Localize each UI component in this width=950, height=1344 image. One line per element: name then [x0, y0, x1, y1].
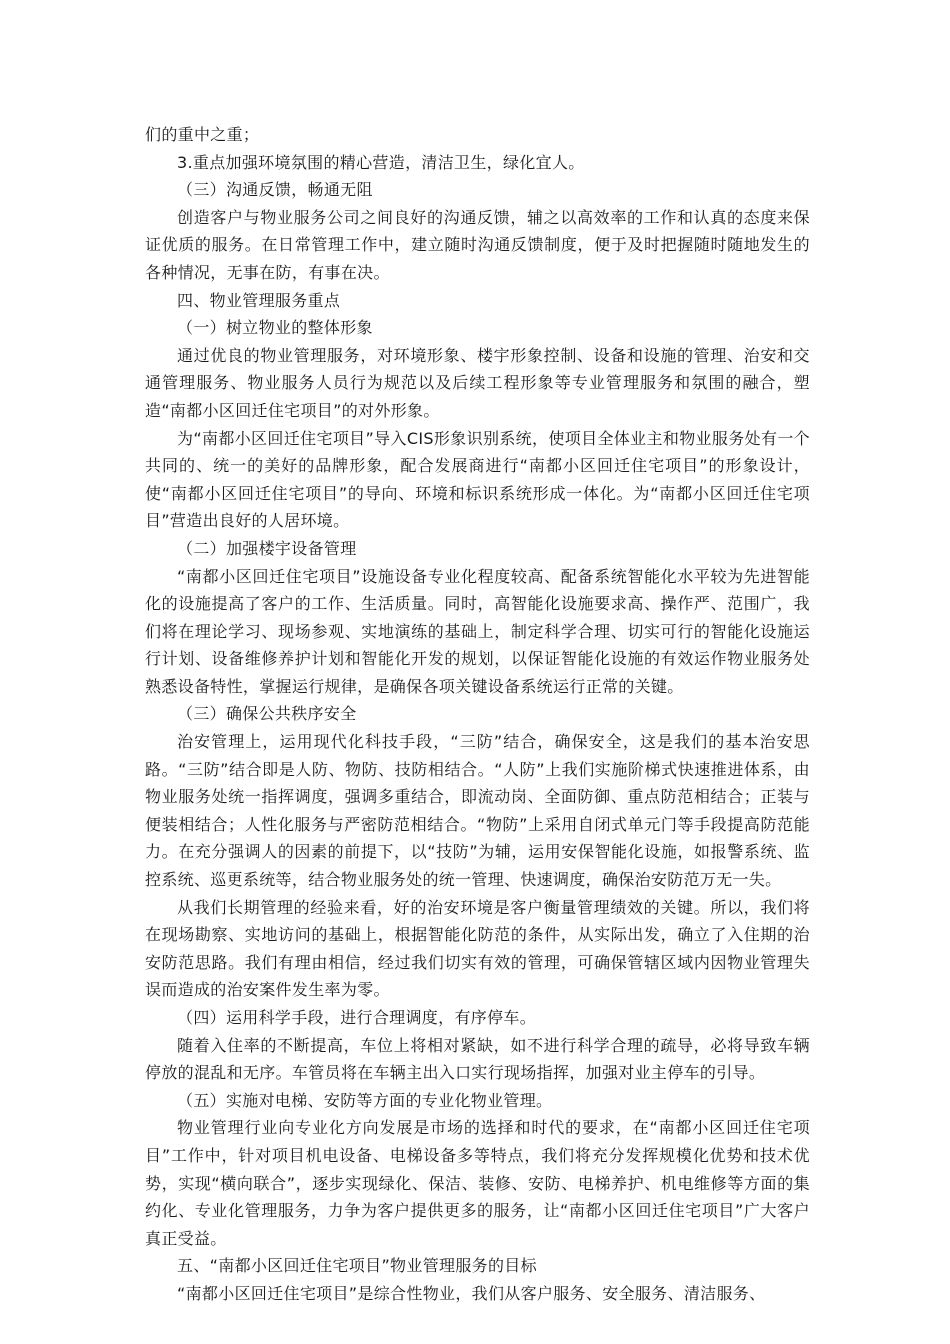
paragraph-goals: “南都小区回迁住宅项目”是综合性物业，我们从客户服务、安全服务、清洁服务、: [177, 1283, 766, 1303]
section-heading-4: 四、物业管理服务重点: [177, 290, 341, 310]
paragraph-security-1: 治安管理上，运用现代化科技手段，“三防”结合，确保安全，这是我们的基本治安思路。“三防”结合即是人防、物防、技防相结合。“人防”上我们实施阶梯式快速推进体系，由物业服务处统一指挥调度，强调多重结合，即流动岗、全面防御、重点防范相结合；正装与便装相结合；人性化服务与严密防范相结合。“物防”上采用自闭式单元门等手段提高防范能力。在充分强调人的因素的前提下，以“技防”为辅，运用安保智能化设施，如报警系统、监控系统、巡更系统等，结合物业服务处的统一管理、快速调度，确保治安防范万无一失。: [145, 732, 810, 890]
subheading-communication: （三）沟通反馈，畅通无阻: [177, 180, 373, 200]
paragraph-communication: 创造客户与物业服务公司之间良好的沟通反馈，辅之以高效率的工作和认真的态度来保证优质的服务。在日常管理工作中，建立随时沟通反馈制度，便于及时把握随时随地发生的各种情况，无事在防，有事在决。: [145, 207, 810, 282]
subheading-security: （三）确保公共秩序安全: [177, 704, 357, 724]
subheading-equipment: （二）加强楼宇设备管理: [177, 538, 357, 558]
paragraph-equipment: “南都小区回迁住宅项目”设施设备专业化程度较高、配备系统智能化水平较为先进智能化的设施提高了客户的工作、生活质量。同时，高智能化设施要求高、操作严、范围广，我们将在理论学习、现场参观、实地演练的基础上，制定科学合理、切实可行的智能化设施运行计划、设备维修养护计划和智能化开发的规划，以保证智能化设施的有效运作物业服务处熟悉设备特性，掌握运行规律，是确保各项关键设备系统运行正常的关键。: [145, 566, 810, 696]
paragraph-elevator: 物业管理行业向专业化方向发展是市场的选择和时代的要求，在“南都小区回迁住宅项目”工作中，针对项目机电设备、电梯设备多等特点，我们将充分发挥规模化优势和技术优势，实现“横向联合”，逐步实现绿化、保洁、装修、安防、电梯养护、机电维修等方面的集约化、专业化管理服务，力争为客户提供更多的服务，让“南都小区回迁住宅项目”广大客户真正受益。: [145, 1118, 810, 1248]
paragraph-image-1: 通过优良的物业管理服务，对环境形象、楼宇形象控制、设备和设施的管理、治安和交通管理服务、物业服务人员行为规范以及后续工程形象等专业管理服务和氛围的融合，塑造“南都小区回迁住宅项目”的对外形象。: [145, 345, 810, 420]
subheading-image: （一）树立物业的整体形象: [177, 318, 373, 338]
subheading-elevator: （五）实施对电梯、安防等方面的专业化物业管理。: [177, 1090, 553, 1110]
section-heading-5: 五、“南都小区回迁住宅项目”物业管理服务的目标: [177, 1256, 537, 1276]
paragraph-security-2: 从我们长期管理的经验来看，好的治安环境是客户衡量管理绩效的关键。所以，我们将在现场勘察、实地访问的基础上，根据智能化防范的条件，从实际出发，确立了入住期的治安防范思路。我们有理由相信，经过我们切实有效的管理，可确保管辖区域内因物业管理失误而造成的治安案件发生率为零。: [145, 897, 810, 1000]
paragraph-image-2: 为“南都小区回迁住宅项目”导入CIS形象识别系统，使项目全体业主和物业服务处有一个共同的、统一的美好的品牌形象，配合发展商进行“南都小区回迁住宅项目”的形象设计，使“南都小区回迁住宅项目”的导向、环境和标识系统形成一体化。为“南都小区回迁住宅项目”营造出良好的人居环境。: [145, 428, 810, 531]
paragraph-parking: 随着入住率的不断提高，车位上将相对紧缺，如不进行科学合理的疏导，必将导致车辆停放的混乱和无序。车管员将在车辆主出入口实行现场指挥，加强对业主停车的引导。: [145, 1035, 810, 1083]
document-page: [145, 121, 810, 1308]
paragraph-continuation: 们的重中之重；: [145, 125, 260, 144]
subheading-parking: （四）运用科学手段，进行合理调度，有序停车。: [177, 1008, 537, 1027]
paragraph-item-3: 3.重点加强环境氛围的精心营造，清洁卫生，绿化宜人。: [177, 152, 585, 172]
